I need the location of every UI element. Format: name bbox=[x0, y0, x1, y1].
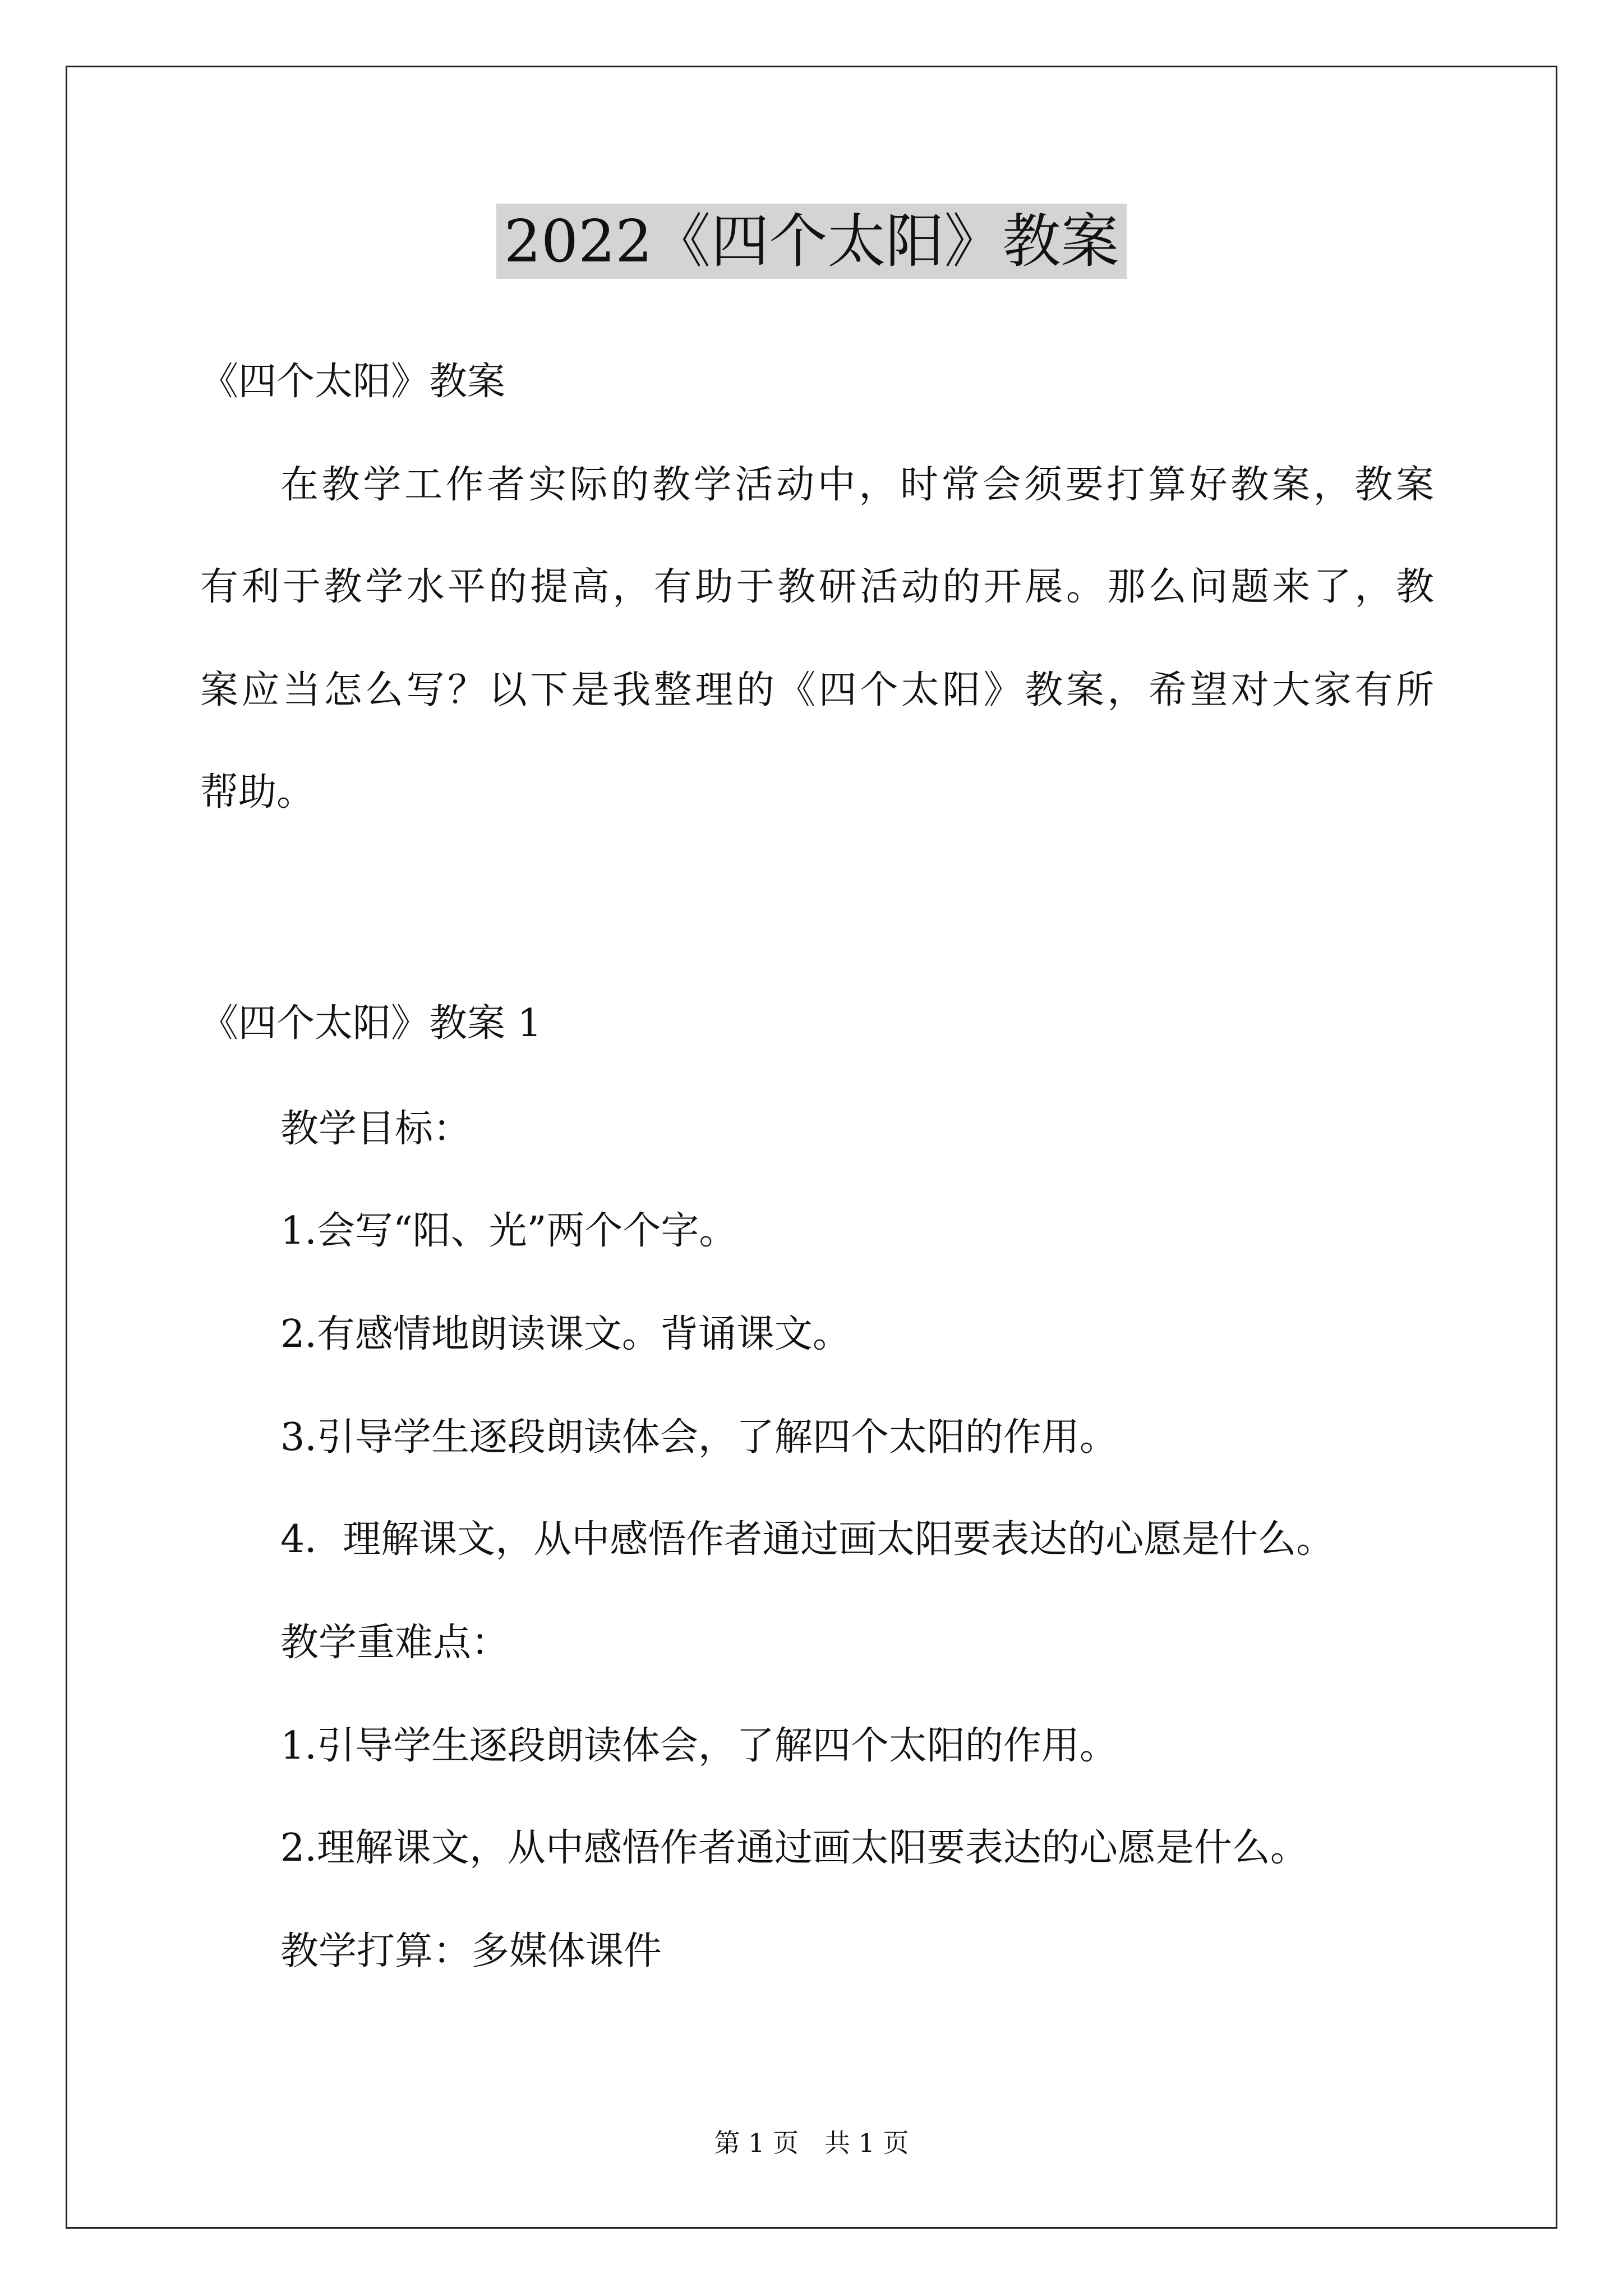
key-points-label: 教学重难点： bbox=[280, 1621, 510, 1665]
section-heading: 《四个太阳》教案 1 bbox=[200, 1001, 542, 1046]
goals-label: 教学目标： bbox=[280, 1107, 472, 1151]
goal-item-2: 2.有感情地朗读课文。背诵课文。 bbox=[280, 1312, 851, 1356]
document-subtitle: 《四个太阳》教案 bbox=[200, 360, 506, 404]
page-footer: 第 1 页 共 1 页 bbox=[714, 2128, 909, 2158]
preparation-line: 教学打算：多媒体课件 bbox=[280, 1929, 662, 1973]
goal-item-3: 3.引导学生逐段朗读体会，了解四个太阳的作用。 bbox=[280, 1415, 1118, 1460]
key-point-item-2: 2.理解课文，从中感悟作者通过画太阳要表达的心愿是什么。 bbox=[280, 1826, 1308, 1870]
key-point-item-1: 1.引导学生逐段朗读体会，了解四个太阳的作用。 bbox=[280, 1724, 1118, 1768]
goal-item-1: 1.会写“阳、光”两个个字。 bbox=[280, 1209, 737, 1253]
document-title: 2022《四个太阳》教案 bbox=[0, 202, 1623, 280]
intro-line-4: 帮助。 bbox=[200, 770, 315, 815]
goal-item-4: 4．理解课文，从中感悟作者通过画太阳要表达的心愿是什么。 bbox=[280, 1517, 1335, 1562]
intro-line-3: 案应当怎么写？以下是我整理的《四个太阳》教案，希望对大家有所 bbox=[200, 668, 1434, 712]
intro-line-1: 在教学工作者实际的教学活动中，时常会须要打算好教案，教案 bbox=[280, 463, 1434, 507]
intro-line-2: 有利于教学水平的提高，有助于教研活动的开展。那么问题来了，教 bbox=[200, 565, 1434, 609]
